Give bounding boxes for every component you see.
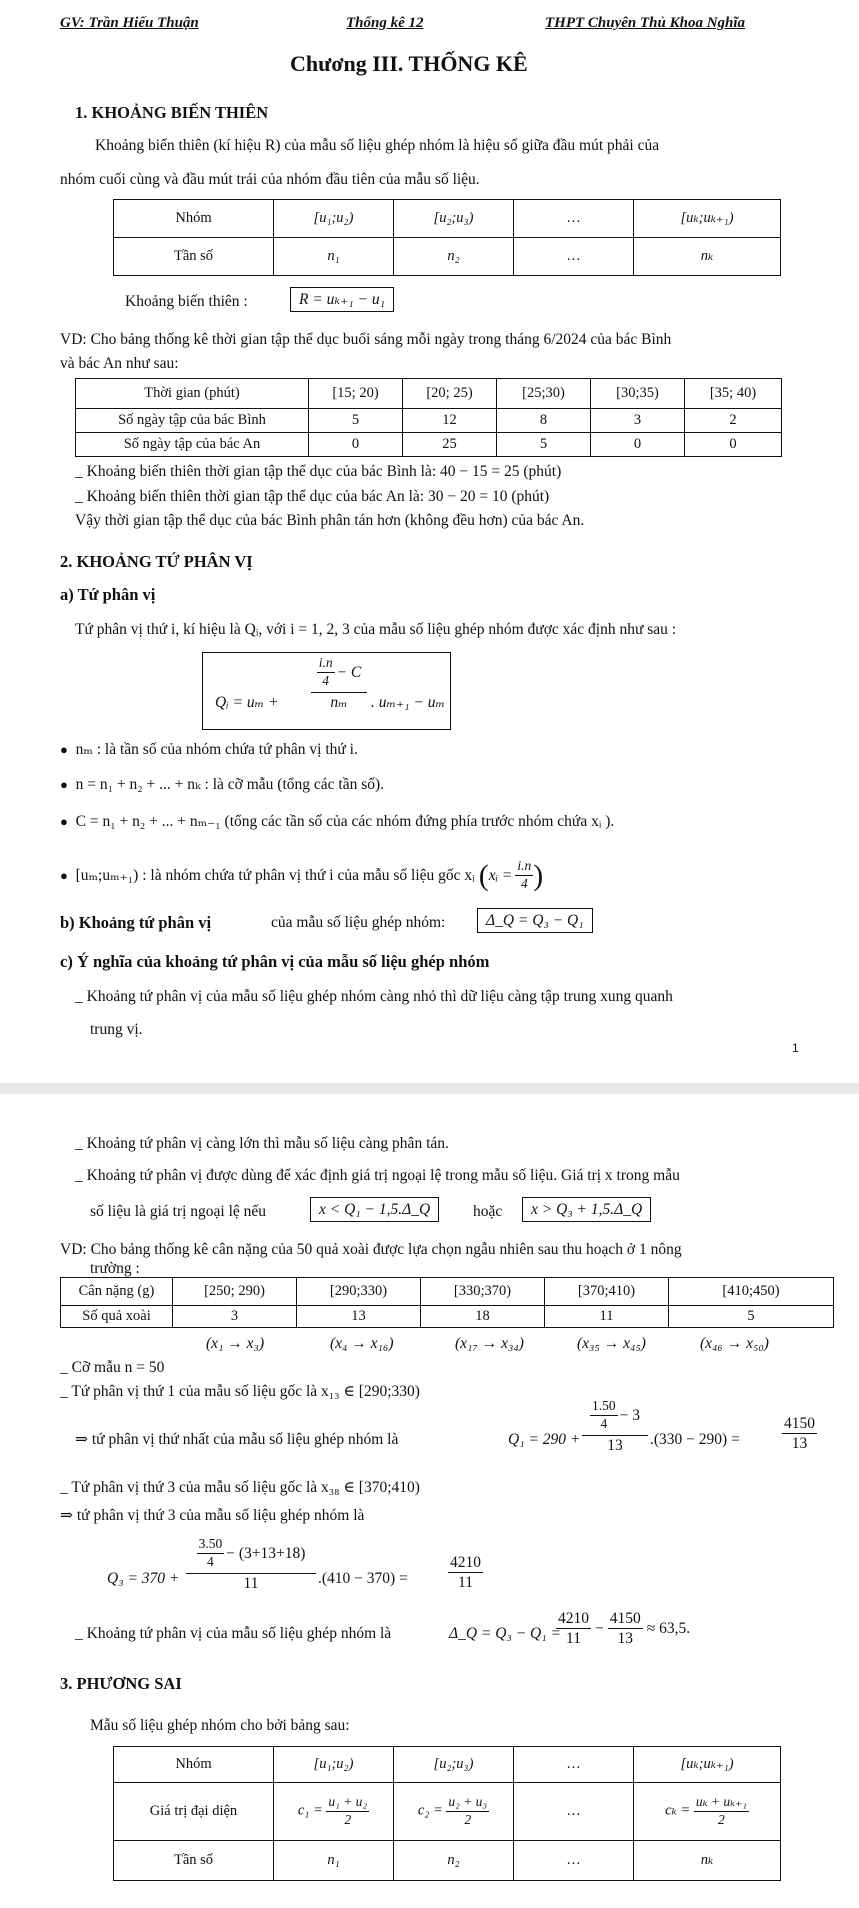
range-binh: _ Khoảng biến thiên thời gian tập thể dục của bác Bình là: 40 − 15 = 25 (phút) [75, 463, 562, 480]
fraction-minus: − (3+13+18) [226, 1544, 306, 1562]
header-teacher: GV: Trần Hiếu Thuận [60, 15, 199, 31]
range-definition-line-1: Khoảng biến thiên (kí hiệu R) của mẫu số liệu ghép nhóm là hiệu số giữa đầu mút phải của [95, 137, 660, 154]
quartile-formula-fraction [311, 655, 367, 712]
range-label: Khoảng biến thiên : [125, 293, 248, 310]
table-cell: 5 [309, 409, 403, 433]
table-cell: cₖ = $\frac{\text{uₖ + uₖ₊₁}}{2}$ [634, 1783, 781, 1841]
table-cell: … [514, 1783, 634, 1841]
group-frequency-table [113, 199, 781, 276]
fraction-numerator: 1.50 [590, 1398, 618, 1416]
q3-fraction [186, 1536, 316, 1593]
outlier-formula-low: x < Q₁ − 1,5.Δ_Q [310, 1197, 439, 1222]
table-cell: … [514, 1747, 634, 1783]
header-topic: Thống kê 12 [346, 15, 424, 31]
q1-lhs: Q₁ = 290 + [508, 1431, 581, 1448]
outlier-or: hoặc [473, 1203, 503, 1220]
quartile-formula-lhs: Qᵢ = uₘ + [215, 694, 279, 711]
table-cell: Thời gian (phút) [76, 379, 309, 409]
outlier-prefix: số liệu là giá trị ngoại lệ nếu [90, 1203, 267, 1220]
iqr-result-lhs: Δ_Q = Q₃ − Q₁ = [449, 1625, 561, 1642]
table-cell: 5 [497, 433, 591, 457]
table-cell: [370;410) [545, 1278, 669, 1306]
table-cell: 2 [685, 409, 782, 433]
range-conclusion: Vậy thời gian tập thể dục của bác Bình phân tán hơn (không đều hơn) của bác An. [75, 512, 585, 529]
quartile-formula-box [202, 652, 451, 730]
iqr-meaning-line-2: trung vị. [90, 1021, 143, 1038]
index-range: (x₃₅ → x₄₅) [577, 1335, 646, 1352]
table-cell: [uₖ;uₖ₊₁) [634, 200, 781, 238]
iqr-formula: Δ_Q = Q₃ − Q₁ [477, 908, 593, 933]
table-cell: [35; 40) [685, 379, 782, 409]
sample-size: _ Cỡ mẫu n = 50 [60, 1359, 165, 1376]
table-cell: [20; 25) [403, 379, 497, 409]
iqr-result-fractions: $\frac{4210}{11}$ − $\frac{4150}{13}$ ≈ 63,5. [558, 1610, 691, 1648]
fraction-bottom: 11 [186, 1573, 316, 1593]
table-cell: n₂ [394, 1841, 514, 1881]
exercise-time-table [75, 378, 782, 457]
iqr-meaning-heading: c) Ý nghĩa của khoảng tứ phân vị của mẫu số liệu ghép nhóm [60, 952, 490, 971]
q3-mid: .(410 − 370) = [318, 1570, 408, 1587]
q3-raw: _ Tứ phân vị thứ 3 của mẫu số liệu gốc là x₃₈ ∈ [370;410) [60, 1479, 420, 1496]
section-3-heading: 3. PHƯƠNG SAI [60, 1674, 182, 1693]
index-range: (x₁₇ → x₃₄) [455, 1335, 524, 1352]
header-school: THPT Chuyên Thủ Khoa Nghĩa [545, 15, 746, 31]
fraction-denominator: 4 [207, 1553, 214, 1569]
table-cell: [250; 290) [173, 1278, 297, 1306]
example-1-line-1: VD: Cho bảng thống kê thời gian tập thể dục buổi sáng mỗi ngày trong tháng 6/2024 của bác Bình [60, 331, 672, 348]
index-range: (x₁ → x₃) [206, 1335, 265, 1352]
table-cell: Tần số [114, 238, 274, 276]
variance-intro: Mẫu số liệu ghép nhóm cho bởi bảng sau: [90, 1717, 350, 1734]
fraction-numerator: i.n [317, 655, 335, 673]
page-title: Chương III. THỐNG KÊ [290, 51, 528, 76]
fraction-numerator: 3.50 [197, 1536, 225, 1554]
table-cell: 3 [173, 1306, 297, 1328]
list-item: ● n = n₁ + n₂ + ... + nₖ : là cỡ mẫu (tổng các tần số). [60, 776, 385, 793]
table-cell: [u₂;u₃) [394, 200, 514, 238]
index-range: (x₄ → x₁₆) [330, 1335, 394, 1352]
table-cell: c₁ = $\frac{\text{u₁ + u₂}}{2}$ [274, 1783, 394, 1841]
table-cell: 12 [403, 409, 497, 433]
range-definition-line-2: nhóm cuối cùng và đầu mút trái của nhóm đầu tiên của mẫu số liệu. [60, 171, 480, 188]
table-cell: nₖ [634, 1841, 781, 1881]
table-cell: Số quả xoài [61, 1306, 173, 1328]
table-cell: Cân nặng (g) [61, 1278, 173, 1306]
table-cell: [290;330) [297, 1278, 421, 1306]
table-cell: c₂ = $\frac{\text{u₂ + u₃}}{2}$ [394, 1783, 514, 1841]
list-item: ● [uₘ;uₘ₊₁) : là nhóm chứa tứ phân vị thứ i của mẫu số liệu gốc xᵢ ( xᵢ = $\frac{i.n}{4}$ ) [60, 858, 544, 892]
table-cell: Nhóm [114, 200, 274, 238]
iqr-meaning-line-4: _ Khoảng tứ phân vị được dùng để xác định giá trị ngoại lệ trong mẫu số liệu. Giá trị x trong mẫu [75, 1167, 680, 1184]
range-an: _ Khoảng biến thiên thời gian tập thể dục của bác An là: 30 − 20 = 10 (phút) [75, 488, 550, 505]
quartile-definition: Tứ phân vị thứ i, kí hiệu là Qᵢ, với i = 1, 2, 3 của mẫu số liệu ghép nhóm được xác định như sau : [75, 621, 677, 638]
table-cell: 0 [685, 433, 782, 457]
table-cell: Nhóm [114, 1747, 274, 1783]
list-item: ● nₘ : là tần số của nhóm chứa tứ phân vị thứ i. [60, 741, 358, 758]
table-cell: Tần số [114, 1841, 274, 1881]
q1-result: $\frac{4150}{13}$ [784, 1415, 815, 1453]
q1-raw: _ Tứ phân vị thứ 1 của mẫu số liệu gốc là x₁₃ ∈ [290;330) [60, 1383, 420, 1400]
mango-weight-table [60, 1277, 834, 1328]
table-cell: Giá trị đại diện [114, 1783, 274, 1841]
table-cell: 8 [497, 409, 591, 433]
page-number: 1 [792, 1041, 799, 1055]
page-2 [0, 1094, 859, 1908]
table-cell: … [514, 238, 634, 276]
table-cell: [25;30) [497, 379, 591, 409]
quartile-heading: a) Tứ phân vị [60, 585, 156, 604]
q3-result: $\frac{4210}{11}$ [450, 1554, 481, 1592]
example-1-line-2: và bác An như sau: [60, 355, 179, 372]
table-cell: [15; 20) [309, 379, 403, 409]
fraction-minus: − 3 [619, 1406, 640, 1424]
variance-table [113, 1746, 781, 1881]
fraction-minus-c: − C [336, 663, 362, 681]
table-cell: n₁ [274, 238, 394, 276]
list-item: ● C = n₁ + n₂ + ... + nₘ₋₁ (tổng các tần số của các nhóm đứng phía trước nhóm chứa xᵢ ). [60, 813, 615, 830]
range-formula: R = uₖ₊₁ − u₁ [290, 287, 394, 312]
q1-text: ⇒ tứ phân vị thứ nhất của mẫu số liệu ghép nhóm là [75, 1431, 399, 1448]
fraction-denominator: 4 [600, 1415, 608, 1431]
table-cell: [u₁;u₂) [274, 1747, 394, 1783]
table-cell: [uₖ;uₖ₊₁) [634, 1747, 781, 1783]
q3-text: ⇒ tứ phân vị thứ 3 của mẫu số liệu ghép nhóm là [60, 1507, 365, 1524]
table-cell: [330;370) [421, 1278, 545, 1306]
q1-mid: .(330 − 290) = [650, 1431, 740, 1448]
table-cell: 13 [297, 1306, 421, 1328]
iqr-meaning-line-3: _ Khoảng tứ phân vị càng lớn thì mẫu số liệu càng phân tán. [75, 1135, 449, 1152]
table-cell: [u₁;u₂) [274, 200, 394, 238]
iqr-heading: b) Khoảng tứ phân vị [60, 913, 212, 932]
table-cell: Số ngày tập của bác Bình [76, 409, 309, 433]
table-cell: … [514, 1841, 634, 1881]
iqr-meaning-line-1: _ Khoảng tứ phân vị của mẫu số liệu ghép nhóm càng nhỏ thì dữ liệu càng tập trung xung quanh [75, 988, 673, 1005]
fraction-bottom: 13 [582, 1435, 648, 1455]
table-cell: 11 [545, 1306, 669, 1328]
page-break [0, 1083, 859, 1094]
table-cell: n₂ [394, 238, 514, 276]
table-cell: [u₂;u₃) [394, 1747, 514, 1783]
q3-lhs: Q₃ = 370 + [107, 1570, 180, 1587]
iqr-result-text: _ Khoảng tứ phân vị của mẫu số liệu ghép nhóm là [75, 1625, 392, 1642]
table-cell: 0 [591, 433, 685, 457]
q1-fraction [582, 1398, 648, 1455]
table-cell: [410;450) [669, 1278, 834, 1306]
table-cell: Số ngày tập của bác An [76, 433, 309, 457]
table-cell: 18 [421, 1306, 545, 1328]
table-cell: 25 [403, 433, 497, 457]
table-cell: n₁ [274, 1841, 394, 1881]
table-cell: 3 [591, 409, 685, 433]
quartile-formula-tail: . uₘ₊₁ − uₘ [371, 694, 446, 711]
iqr-text: của mẫu số liệu ghép nhóm: [271, 914, 446, 931]
section-2-heading: 2. KHOẢNG TỨ PHÂN VỊ [60, 552, 253, 571]
table-cell: … [514, 200, 634, 238]
table-cell: 5 [669, 1306, 834, 1328]
example-2-line-1: VD: Cho bảng thống kê cân nặng của 50 quả xoài được lựa chọn ngẫu nhiên sau thu hoạch ở 1 nông [60, 1241, 682, 1258]
example-2-line-2: trường : [90, 1260, 140, 1277]
index-range: (x₄₆ → x₅₀) [700, 1335, 769, 1352]
section-1-heading: 1. KHOẢNG BIẾN THIÊN [75, 103, 269, 122]
table-cell: 0 [309, 433, 403, 457]
table-cell: [30;35) [591, 379, 685, 409]
table-cell: nₖ [634, 238, 781, 276]
fraction-denominator: 4 [322, 672, 330, 688]
fraction-bottom: nₘ [311, 692, 367, 712]
outlier-formula-high: x > Q₃ + 1,5.Δ_Q [522, 1197, 651, 1222]
